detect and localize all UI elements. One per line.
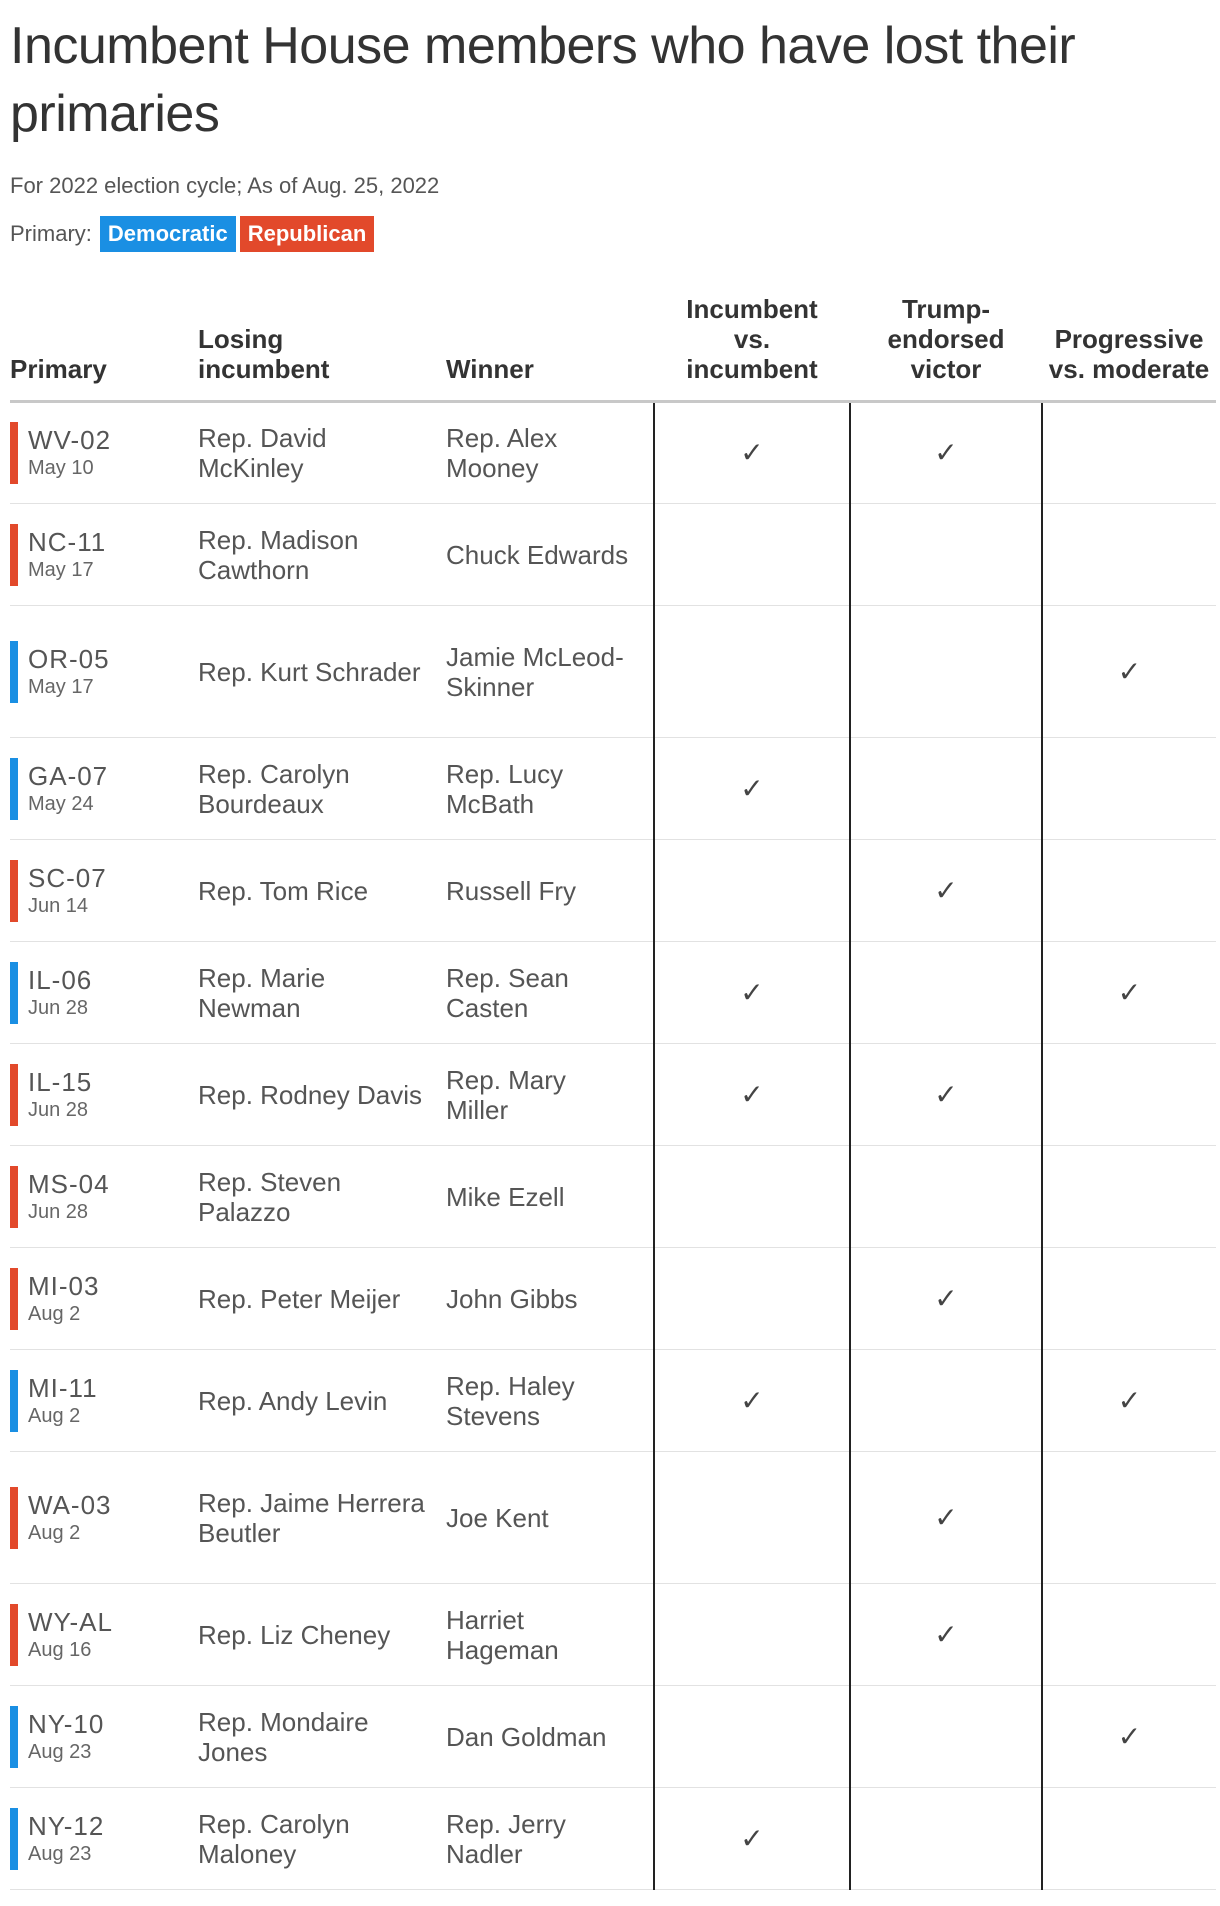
primary-text	[28, 1271, 99, 1327]
trump-endorsed-check	[850, 504, 1042, 606]
table-row	[10, 1248, 1216, 1350]
primary-cell	[10, 606, 198, 738]
primary-date: Jun 14	[28, 894, 89, 917]
header-row	[10, 294, 1216, 402]
incumbent-vs-incumbent-check	[654, 1248, 850, 1350]
incumbent-vs-incumbent-check	[654, 1452, 850, 1584]
primary-cell	[10, 1452, 198, 1584]
primary-text	[28, 1373, 98, 1429]
primary-text	[28, 1490, 112, 1546]
primary-date: Aug 23	[28, 1740, 92, 1763]
primary-text	[28, 644, 110, 700]
trump-endorsed-check: ✓	[850, 840, 1042, 942]
legend-democratic-badge: Democratic	[100, 216, 236, 252]
party-color-bar	[10, 1706, 18, 1768]
primary-text	[28, 1169, 110, 1225]
winner-cell: Harriet Hageman	[446, 1584, 654, 1686]
incumbent-vs-incumbent-check: ✓	[654, 1350, 850, 1452]
legend-label: Primary:	[10, 221, 92, 246]
district-label: MI-03	[28, 1270, 100, 1301]
table-row	[10, 504, 1216, 606]
primary-date: May 17	[28, 558, 94, 581]
primary-cell-content	[10, 758, 198, 820]
trump-endorsed-check	[850, 1686, 1042, 1788]
primary-date: Jun 28	[28, 1098, 89, 1121]
trump-endorsed-check: ✓	[850, 1248, 1042, 1350]
winner-cell: Rep. Jerry Nadler	[446, 1788, 654, 1890]
incumbent-vs-incumbent-check	[654, 840, 850, 942]
primary-cell-content	[10, 1268, 198, 1330]
table-row	[10, 402, 1216, 504]
incumbent-vs-incumbent-check	[654, 1584, 850, 1686]
district-label: WV-02	[28, 425, 112, 455]
winner-cell: Dan Goldman	[446, 1686, 654, 1788]
trump-endorsed-check	[850, 606, 1042, 738]
winner-cell: Russell Fry	[446, 840, 654, 942]
primary-cell-content	[10, 962, 198, 1024]
district-label: GA-07	[28, 760, 109, 791]
party-color-bar	[10, 962, 18, 1024]
table-row	[10, 1584, 1216, 1686]
primary-cell-content	[10, 1064, 198, 1126]
incumbent-vs-incumbent-check	[654, 1146, 850, 1248]
primary-cell	[10, 1686, 198, 1788]
primary-cell	[10, 1788, 198, 1890]
winner-cell: Rep. Haley Stevens	[446, 1350, 654, 1452]
winner-cell: Rep. Sean Casten	[446, 942, 654, 1044]
primary-cell-content	[10, 641, 198, 703]
losing-incumbent-cell: Rep. Marie Newman	[198, 942, 446, 1044]
primary-date: Aug 2	[28, 1521, 81, 1544]
primary-text	[28, 1709, 104, 1765]
progressive-vs-moderate-check: ✓	[1042, 1350, 1216, 1452]
party-color-bar	[10, 860, 18, 922]
col-header-trump-endorsed: Trump-endorsed victor	[850, 294, 1042, 402]
party-color-bar	[10, 422, 18, 484]
table-row	[10, 1686, 1216, 1788]
district-label: WA-03	[28, 1489, 112, 1520]
primary-date: Aug 2	[28, 1302, 81, 1325]
incumbent-vs-incumbent-check	[654, 1686, 850, 1788]
party-color-bar	[10, 641, 18, 703]
primary-cell	[10, 942, 198, 1044]
losing-incumbent-cell: Rep. Carolyn Bourdeaux	[198, 738, 446, 840]
party-color-bar	[10, 1064, 18, 1126]
primary-cell-content	[10, 1166, 198, 1228]
legend	[10, 216, 1220, 252]
progressive-vs-moderate-check	[1042, 738, 1216, 840]
party-color-bar	[10, 1370, 18, 1432]
table-body	[10, 402, 1216, 1890]
progressive-vs-moderate-check: ✓	[1042, 606, 1216, 738]
table-row	[10, 738, 1216, 840]
incumbent-vs-incumbent-check: ✓	[654, 402, 850, 504]
district-label: NC-11	[28, 526, 107, 557]
losing-incumbent-cell: Rep. Madison Cawthorn	[198, 504, 446, 606]
party-color-bar	[10, 758, 18, 820]
winner-cell: Mike Ezell	[446, 1146, 654, 1248]
trump-endorsed-check	[850, 1788, 1042, 1890]
primary-cell	[10, 738, 198, 840]
progressive-vs-moderate-check: ✓	[1042, 942, 1216, 1044]
primary-text	[28, 1811, 104, 1867]
winner-cell: Rep. Mary Miller	[446, 1044, 654, 1146]
winner-cell: Chuck Edwards	[446, 504, 654, 606]
losing-incumbent-cell: Rep. Jaime Herrera Beutler	[198, 1452, 446, 1584]
district-label: MS-04	[28, 1168, 110, 1199]
page-title: Incumbent House members who have lost their primaries	[10, 17, 1076, 143]
losing-incumbent-cell: Rep. Andy Levin	[198, 1350, 446, 1452]
losing-incumbent-cell: Rep. Peter Meijer	[198, 1248, 446, 1350]
district-label: NY-12	[28, 1810, 105, 1841]
primary-date: May 17	[28, 675, 94, 698]
district-label: NY-10	[28, 1708, 105, 1739]
party-color-bar	[10, 1808, 18, 1870]
losing-incumbent-cell: Rep. Tom Rice	[198, 840, 446, 942]
winner-cell: Rep. Alex Mooney	[446, 402, 654, 504]
incumbent-vs-incumbent-check: ✓	[654, 1044, 850, 1146]
primary-cell-content	[10, 860, 198, 922]
primary-cell-content	[10, 1370, 198, 1432]
primary-cell	[10, 840, 198, 942]
primary-cell-content	[10, 1487, 198, 1549]
winner-cell: John Gibbs	[446, 1248, 654, 1350]
losing-incumbent-cell: Rep. Kurt Schrader	[198, 606, 446, 738]
primary-cell-content	[10, 1604, 198, 1666]
party-color-bar	[10, 1268, 18, 1330]
results-table	[10, 294, 1216, 1890]
table-row	[10, 1452, 1216, 1584]
primary-cell-content	[10, 1808, 198, 1870]
losing-incumbent-cell: Rep. Liz Cheney	[198, 1584, 446, 1686]
primary-text	[28, 863, 107, 919]
primary-date: May 10	[28, 457, 94, 479]
primary-date: Jun 28	[28, 1200, 89, 1223]
progressive-vs-moderate-check: ✓	[1042, 1686, 1216, 1788]
incumbent-vs-incumbent-check: ✓	[654, 738, 850, 840]
party-color-bar	[10, 524, 18, 586]
primary-date: Aug 23	[28, 1842, 92, 1865]
trump-endorsed-check	[850, 1350, 1042, 1452]
subtitle: For 2022 election cycle; As of Aug. 25, 2022	[10, 173, 440, 198]
trump-endorsed-check: ✓	[850, 402, 1042, 504]
winner-cell: Rep. Lucy McBath	[446, 738, 654, 840]
primary-cell-content	[10, 422, 198, 484]
losing-incumbent-cell: Rep. Mondaire Jones	[198, 1686, 446, 1788]
primary-text	[28, 425, 111, 481]
primary-cell	[10, 1248, 198, 1350]
winner-cell: Jamie McLeod-Skinner	[446, 606, 654, 738]
primary-text	[28, 1607, 113, 1663]
col-header-progressive-vs-moderate: Progressive vs. moderate	[1042, 294, 1216, 402]
losing-incumbent-cell: Rep. Steven Palazzo	[198, 1146, 446, 1248]
progressive-vs-moderate-check	[1042, 1146, 1216, 1248]
primary-cell	[10, 1044, 198, 1146]
district-label: MI-11	[28, 1372, 98, 1403]
trump-endorsed-check: ✓	[850, 1452, 1042, 1584]
trump-endorsed-check: ✓	[850, 1044, 1042, 1146]
table-row	[10, 606, 1216, 738]
primary-date: Jun 28	[28, 996, 89, 1019]
primary-text	[28, 527, 106, 583]
primary-cell-content	[10, 1706, 198, 1768]
district-label: SC-07	[28, 862, 107, 893]
primary-text	[28, 1067, 92, 1123]
table-row	[10, 1146, 1216, 1248]
primary-date: Aug 16	[28, 1638, 92, 1661]
progressive-vs-moderate-check	[1042, 402, 1216, 504]
district-label: WY-AL	[28, 1606, 113, 1637]
incumbent-vs-incumbent-check: ✓	[654, 1788, 850, 1890]
district-label: OR-05	[28, 643, 110, 674]
legend-republican-badge: Republican	[240, 216, 375, 252]
col-header-incumbent-vs-incumbent: Incumbent vs. incumbent	[654, 294, 850, 402]
primary-date: Aug 2	[28, 1404, 81, 1427]
progressive-vs-moderate-check	[1042, 1044, 1216, 1146]
losing-incumbent-cell: Rep. Carolyn Maloney	[198, 1788, 446, 1890]
district-label: IL-06	[28, 964, 93, 995]
table-row	[10, 942, 1216, 1044]
table-row	[10, 1350, 1216, 1452]
progressive-vs-moderate-check	[1042, 504, 1216, 606]
primary-cell	[10, 504, 198, 606]
progressive-vs-moderate-check	[1042, 1584, 1216, 1686]
primary-cell	[10, 1146, 198, 1248]
col-header-winner: Winner	[446, 294, 654, 402]
losing-incumbent-cell: Rep. Rodney Davis	[198, 1044, 446, 1146]
trump-endorsed-check	[850, 1146, 1042, 1248]
incumbent-vs-incumbent-check	[654, 606, 850, 738]
primary-cell-content	[10, 524, 198, 586]
trump-endorsed-check	[850, 738, 1042, 840]
losing-incumbent-cell: Rep. David McKinley	[198, 402, 446, 504]
primary-cell	[10, 1584, 198, 1686]
table-row	[10, 1788, 1216, 1890]
table-row	[10, 840, 1216, 942]
winner-cell: Joe Kent	[446, 1452, 654, 1584]
trump-endorsed-check: ✓	[850, 1584, 1042, 1686]
progressive-vs-moderate-check	[1042, 1248, 1216, 1350]
col-header-primary: Primary	[10, 294, 198, 402]
progressive-vs-moderate-check	[1042, 1452, 1216, 1584]
primary-date: May 24	[28, 792, 94, 815]
incumbent-vs-incumbent-check: ✓	[654, 942, 850, 1044]
primary-cell	[10, 402, 198, 504]
table-row	[10, 1044, 1216, 1146]
party-color-bar	[10, 1604, 18, 1666]
progressive-vs-moderate-check	[1042, 1788, 1216, 1890]
primary-cell	[10, 1350, 198, 1452]
party-color-bar	[10, 1166, 18, 1228]
trump-endorsed-check	[850, 942, 1042, 1044]
col-header-losing-incumbent: Losing incumbent	[198, 294, 446, 402]
progressive-vs-moderate-check	[1042, 840, 1216, 942]
incumbent-vs-incumbent-check	[654, 504, 850, 606]
party-color-bar	[10, 1487, 18, 1549]
primary-text	[28, 965, 92, 1021]
district-label: IL-15	[28, 1066, 93, 1097]
primary-text	[28, 761, 108, 817]
